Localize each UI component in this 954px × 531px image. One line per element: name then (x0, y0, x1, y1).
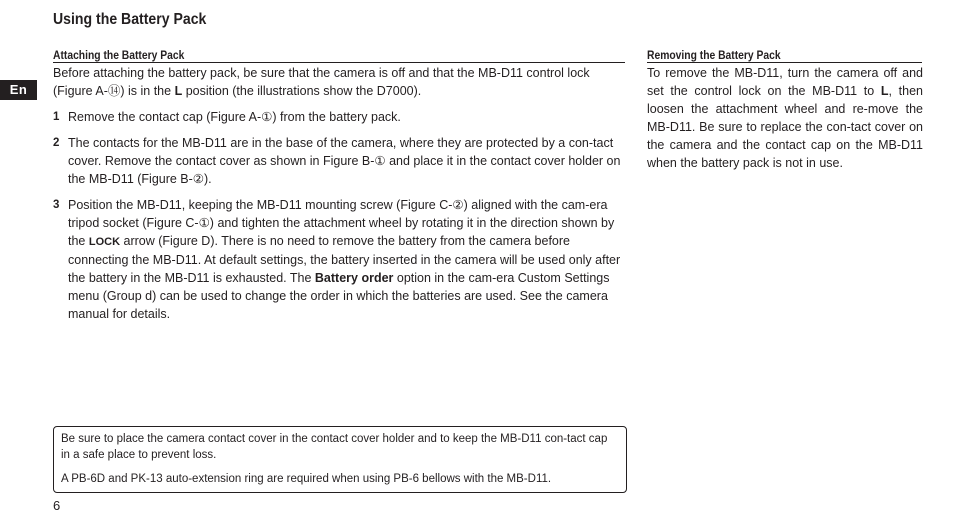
removing-text: To remove the MB-D11, turn the camera off and set the control lock on the MB-D11 to L, then loosen the attachment wheel and re-move the MB-D11. Be sure to replace the con-tact cover on the camera and the contact cap on the MB-D11 when the battery pack is not in use. (647, 66, 923, 170)
attaching-heading: Attaching the Battery Pack (53, 48, 625, 63)
page-title: Using the Battery Pack (53, 11, 207, 28)
step-text: The contacts for the MB-D11 are in the base of the camera, where they are protected by a con-tact cover. Remove the contact cover as shown in Figure B-① and place it in the contact cover holder on the MB-D11 (Figure B-②). (68, 136, 621, 186)
removing-heading: Removing the Battery Pack (647, 48, 922, 63)
page-number: 6 (53, 498, 61, 513)
attaching-intro: Before attaching the battery pack, be sure that the camera is off and that the MB-D11 control lock (Figure A-⑭) is in the L position (the illustrations show the D7000). (53, 66, 590, 98)
lock-label: LOCK (88, 236, 121, 248)
step-1 (53, 108, 627, 126)
note-box (53, 426, 627, 493)
step-text: Position the MB-D11, keeping the MB-D11 mounting screw (Figure C-②) aligned with the cam-era tripod socket (Figure C-①) and tighten the attachment wheel by rotating it in the direction shown by the LOCK arrow (Figure D). There is no need to remove the battery from the camera before connecting the MB-D11. At default settings, the battery inserted in the camera will be used only after the battery in the MB-D11 is exhausted. The Battery order option in the cam-era Custom Settings menu (Group d) can be used to change the order in which the batteries are used. See the camera manual for details. (68, 198, 621, 321)
step-number: 3 (53, 199, 60, 211)
step-text: Remove the contact cap (Figure A-①) from the battery pack. (68, 110, 401, 124)
battery-order-term: Battery order (314, 271, 394, 285)
step-2 (53, 134, 627, 188)
attaching-section (53, 64, 627, 323)
note-item: A PB-6D and PK-13 auto-extension ring are required when using PB-6 bellows with the MB-D11. (61, 473, 552, 485)
step-number: 2 (53, 137, 60, 149)
step-3 (53, 196, 627, 323)
language-tab: En (0, 80, 37, 100)
step-number: 1 (53, 111, 60, 123)
note-item: Be sure to place the camera contact cover in the contact cover holder and to keep the MB-D11 con-tact cap in a safe place to prevent loss. (61, 433, 608, 461)
